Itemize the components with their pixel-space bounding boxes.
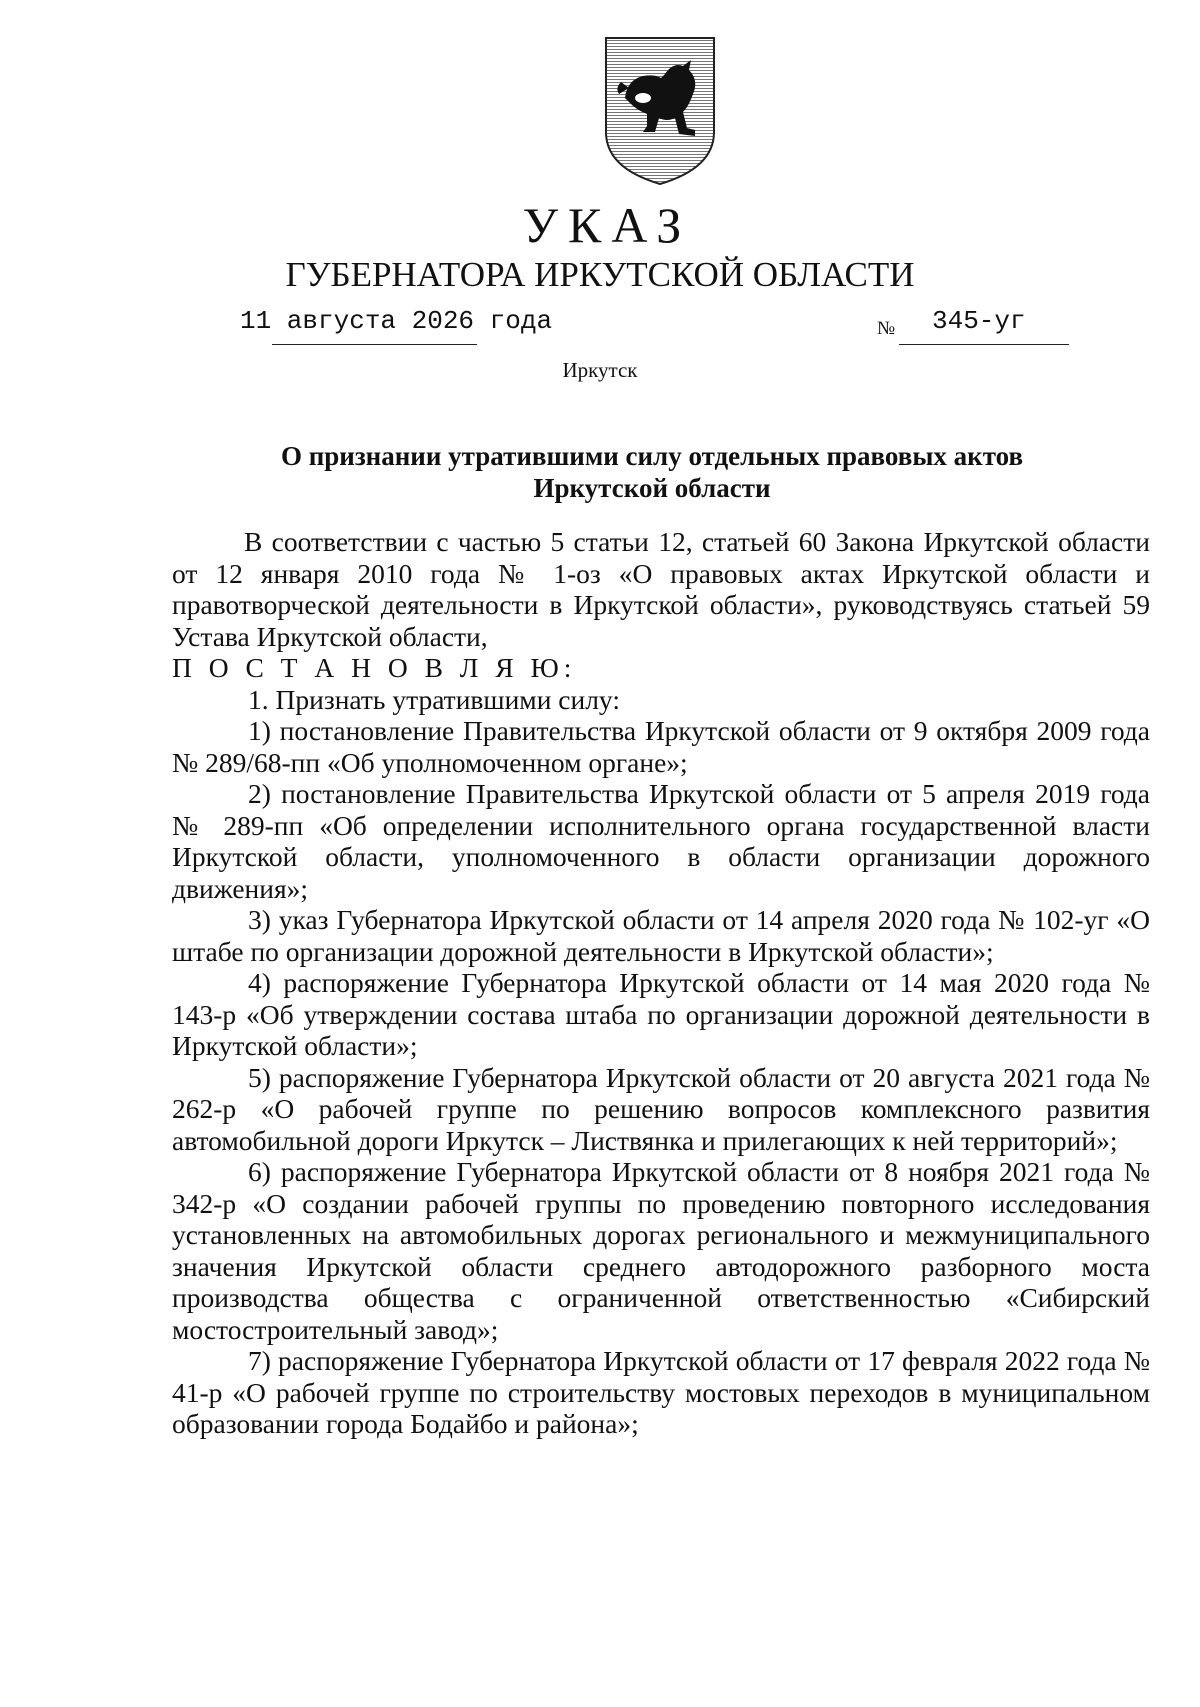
document-title — [172, 440, 1132, 504]
decree-number: 345-уг — [932, 306, 1026, 336]
number-underline — [899, 344, 1069, 345]
list-item: 1) постановление Правительства Иркутской области от 9 октября 2009 года № 289/68-пп «Об уполномоченном органе»; — [172, 715, 1150, 778]
irkutsk-coat-of-arms-icon — [603, 36, 717, 186]
issuer-subtitle: ГУБЕРНАТОРА ИРКУТСКОЙ ОБЛАСТИ — [285, 255, 915, 294]
list-item: 3) указ Губернатора Иркутской области от 14 апреля 2020 года № 102-уг «О штабе по организации дорожной деятельности в Иркутской области»; — [172, 904, 1150, 967]
clause-1: 1. Признать утратившими силу: — [248, 683, 620, 715]
document-body — [172, 526, 1150, 1440]
decree-type-title: УКАЗ — [522, 197, 692, 253]
list-item: 4) распоряжение Губернатора Иркутской области от 14 мая 2020 года № 143-р «Об утверждении состава штаба по организации дорожной деятельности в Иркутской области»; — [172, 967, 1150, 1061]
list-item: 2) постановление Правительства Иркутской области от 5 апреля 2019 года № 289-пп «Об определении исполнительного органа государственной власти Иркутской области, уполномоченного в области организации дорожного движения»; — [172, 778, 1150, 904]
decree-date: 11 августа 2026 года — [240, 306, 553, 336]
document-title-line: О признании утратившими силу отдельных правовых актов — [280, 441, 1024, 471]
date-underline — [272, 344, 477, 345]
list-item: 5) распоряжение Губернатора Иркутской области от 20 августа 2021 года № 262-р «О рабочей группе по решению вопросов комплексного развития автомобильной дороги Иркутск – Листвянка и прилегающих к ней территорий»; — [172, 1061, 1150, 1156]
list-item: 6) распоряжение Губернатора Иркутской области от 8 ноября 2021 года № 342-р «О создании рабочей группы по проведению повторного исследования установленных на автомобильных дорогах регионального и межмуниципального значения Иркутской области среднего автодорожного разборного моста производства общества с ограниченной ответственностью «Сибирский мостостроительный завод»; — [172, 1156, 1150, 1345]
document-title-line: Иркутской области — [533, 473, 771, 503]
preamble-paragraph: В соответствии с частью 5 статьи 12, статьей 60 Закона Иркутской области от 12 января 2010 года № 1-оз «О правовых актах Иркутской области и правотворческой деятельности в Иркутской области», руководствуясь статьей 59 Устава Иркутской области, — [172, 526, 1150, 652]
city: Иркутск — [562, 358, 638, 382]
list-item: 7) распоряжение Губернатора Иркутской области от 17 февраля 2022 года № 41-р «О рабочей группе по строительству мостовых переходов в муниципальном образовании города Бодайбо и района»; — [172, 1345, 1150, 1439]
number-label: № — [877, 318, 896, 339]
decree-word: П О С Т А Н О В Л Я Ю: — [172, 652, 577, 683]
